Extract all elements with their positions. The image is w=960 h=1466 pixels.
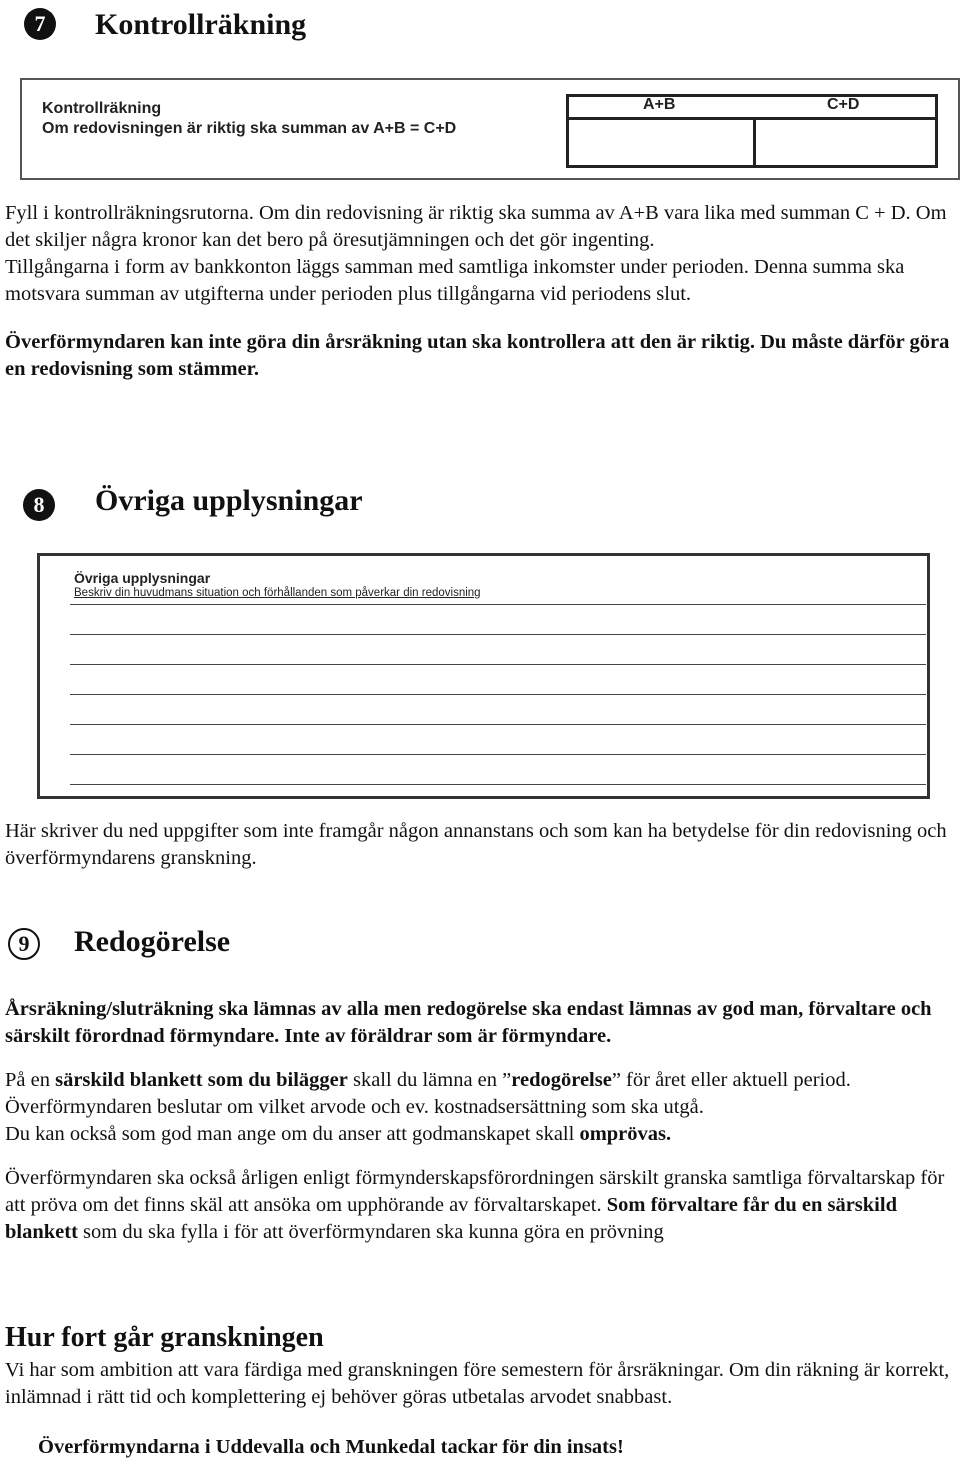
control-calculation-form	[20, 78, 960, 180]
col-ab-label: A+B	[643, 96, 676, 113]
section-9-paragraph-1: Årsräkning/sluträkning ska lämnas av alla men redogörelse ska endast lämnas av god man, förvaltare och särskilt förordnad förmyndare. Inte av föräldrar som är förmyndare.	[5, 998, 932, 1047]
writing-line	[70, 754, 926, 755]
section-number-7: 7	[24, 8, 56, 40]
section-7-paragraph-1: Fyll i kontrollräkningsrutorna. Om din redovisning är riktig ska summa av A+B vara lika med summan C + D. Om det skiljer några kronor kan det bero på öresutjämningen och det gör ingenting.	[5, 202, 947, 251]
writing-line	[70, 694, 926, 695]
table-column-divider	[753, 117, 756, 165]
review-paragraph: Vi har som ambition att vara färdiga med granskningen före semestern för årsräkningar. Om din räkning är korrekt, inlämnad i rätt tid och komplettering ej behöver göras utbetalas arvodet snabbast.	[5, 1359, 950, 1408]
other-information-form	[37, 553, 930, 799]
table-divider	[569, 117, 935, 120]
cd-sum-field[interactable]	[759, 123, 931, 163]
section-9-paragraph-3: Överförmyndaren beslutar om vilket arvode och ev. kostnadsersättning som ska utgå.	[5, 1096, 704, 1118]
section-9-paragraph-5: Överförmyndaren ska också årligen enligt förmynderskapsförordningen särskilt granska samtliga förvaltarskap för att pröva om det finns skäl att ansöka om upphörande av förvaltarskapet. Som förvaltare får du en särskild blankett som du ska fylla i för att överförmyndaren ska kunna göra en prövning	[5, 1167, 945, 1243]
writing-line	[70, 664, 926, 665]
form-title: Övriga upplysningar	[74, 570, 211, 586]
form-subtitle: Beskriv din huvudmans situation och förhållanden som påverkar din redovisning	[74, 587, 481, 599]
writing-line	[70, 634, 926, 635]
section-9-heading: Redogörelse	[74, 925, 231, 958]
section-7-paragraph-3: Överförmyndaren kan inte göra din årsräkning utan ska kontrollera att den är riktig. Du måste därför göra en redovisning som stämmer.	[5, 331, 950, 380]
section-8-paragraph-1: Här skriver du ned uppgifter som inte framgår någon annanstans och som kan ha betydelse för din redovisning och överförmyndarens granskning.	[5, 820, 947, 869]
writing-line	[70, 784, 926, 785]
writing-line	[70, 724, 926, 725]
form-subtitle: Om redovisningen är riktig ska summan av A+B = C+D	[42, 120, 457, 137]
form-title: Kontrollräkning	[42, 100, 162, 117]
other-information-text-area[interactable]	[70, 604, 926, 790]
writing-line	[70, 604, 926, 605]
section-7-paragraph-2: Tillgångarna i form av bankkonton läggs samman med samtliga inkomster under perioden. Denna summa ska motsvara summan av utgifterna under perioden plus tillgångarna vid periodens slut.	[5, 256, 905, 305]
ab-sum-field[interactable]	[571, 123, 749, 163]
section-number-8: 8	[23, 489, 55, 521]
col-cd-label: C+D	[827, 96, 860, 113]
section-7-heading: Kontrollräkning	[95, 8, 307, 41]
section-8-heading: Övriga upplysningar	[95, 484, 363, 517]
section-9-paragraph-2: På en särskild blankett som du bilägger skall du lämna en ”redogörelse” för året eller aktuell period.	[5, 1069, 851, 1091]
review-heading: Hur fort går granskningen	[5, 1322, 324, 1353]
sum-table	[566, 94, 938, 168]
section-number-9: 9	[8, 928, 40, 960]
section-9-paragraph-4: Du kan också som god man ange om du anser att godmanskapet skall omprövas.	[5, 1123, 672, 1145]
closing-text: Överförmyndarna i Uddevalla och Munkedal tackar för din insats!	[38, 1436, 624, 1458]
